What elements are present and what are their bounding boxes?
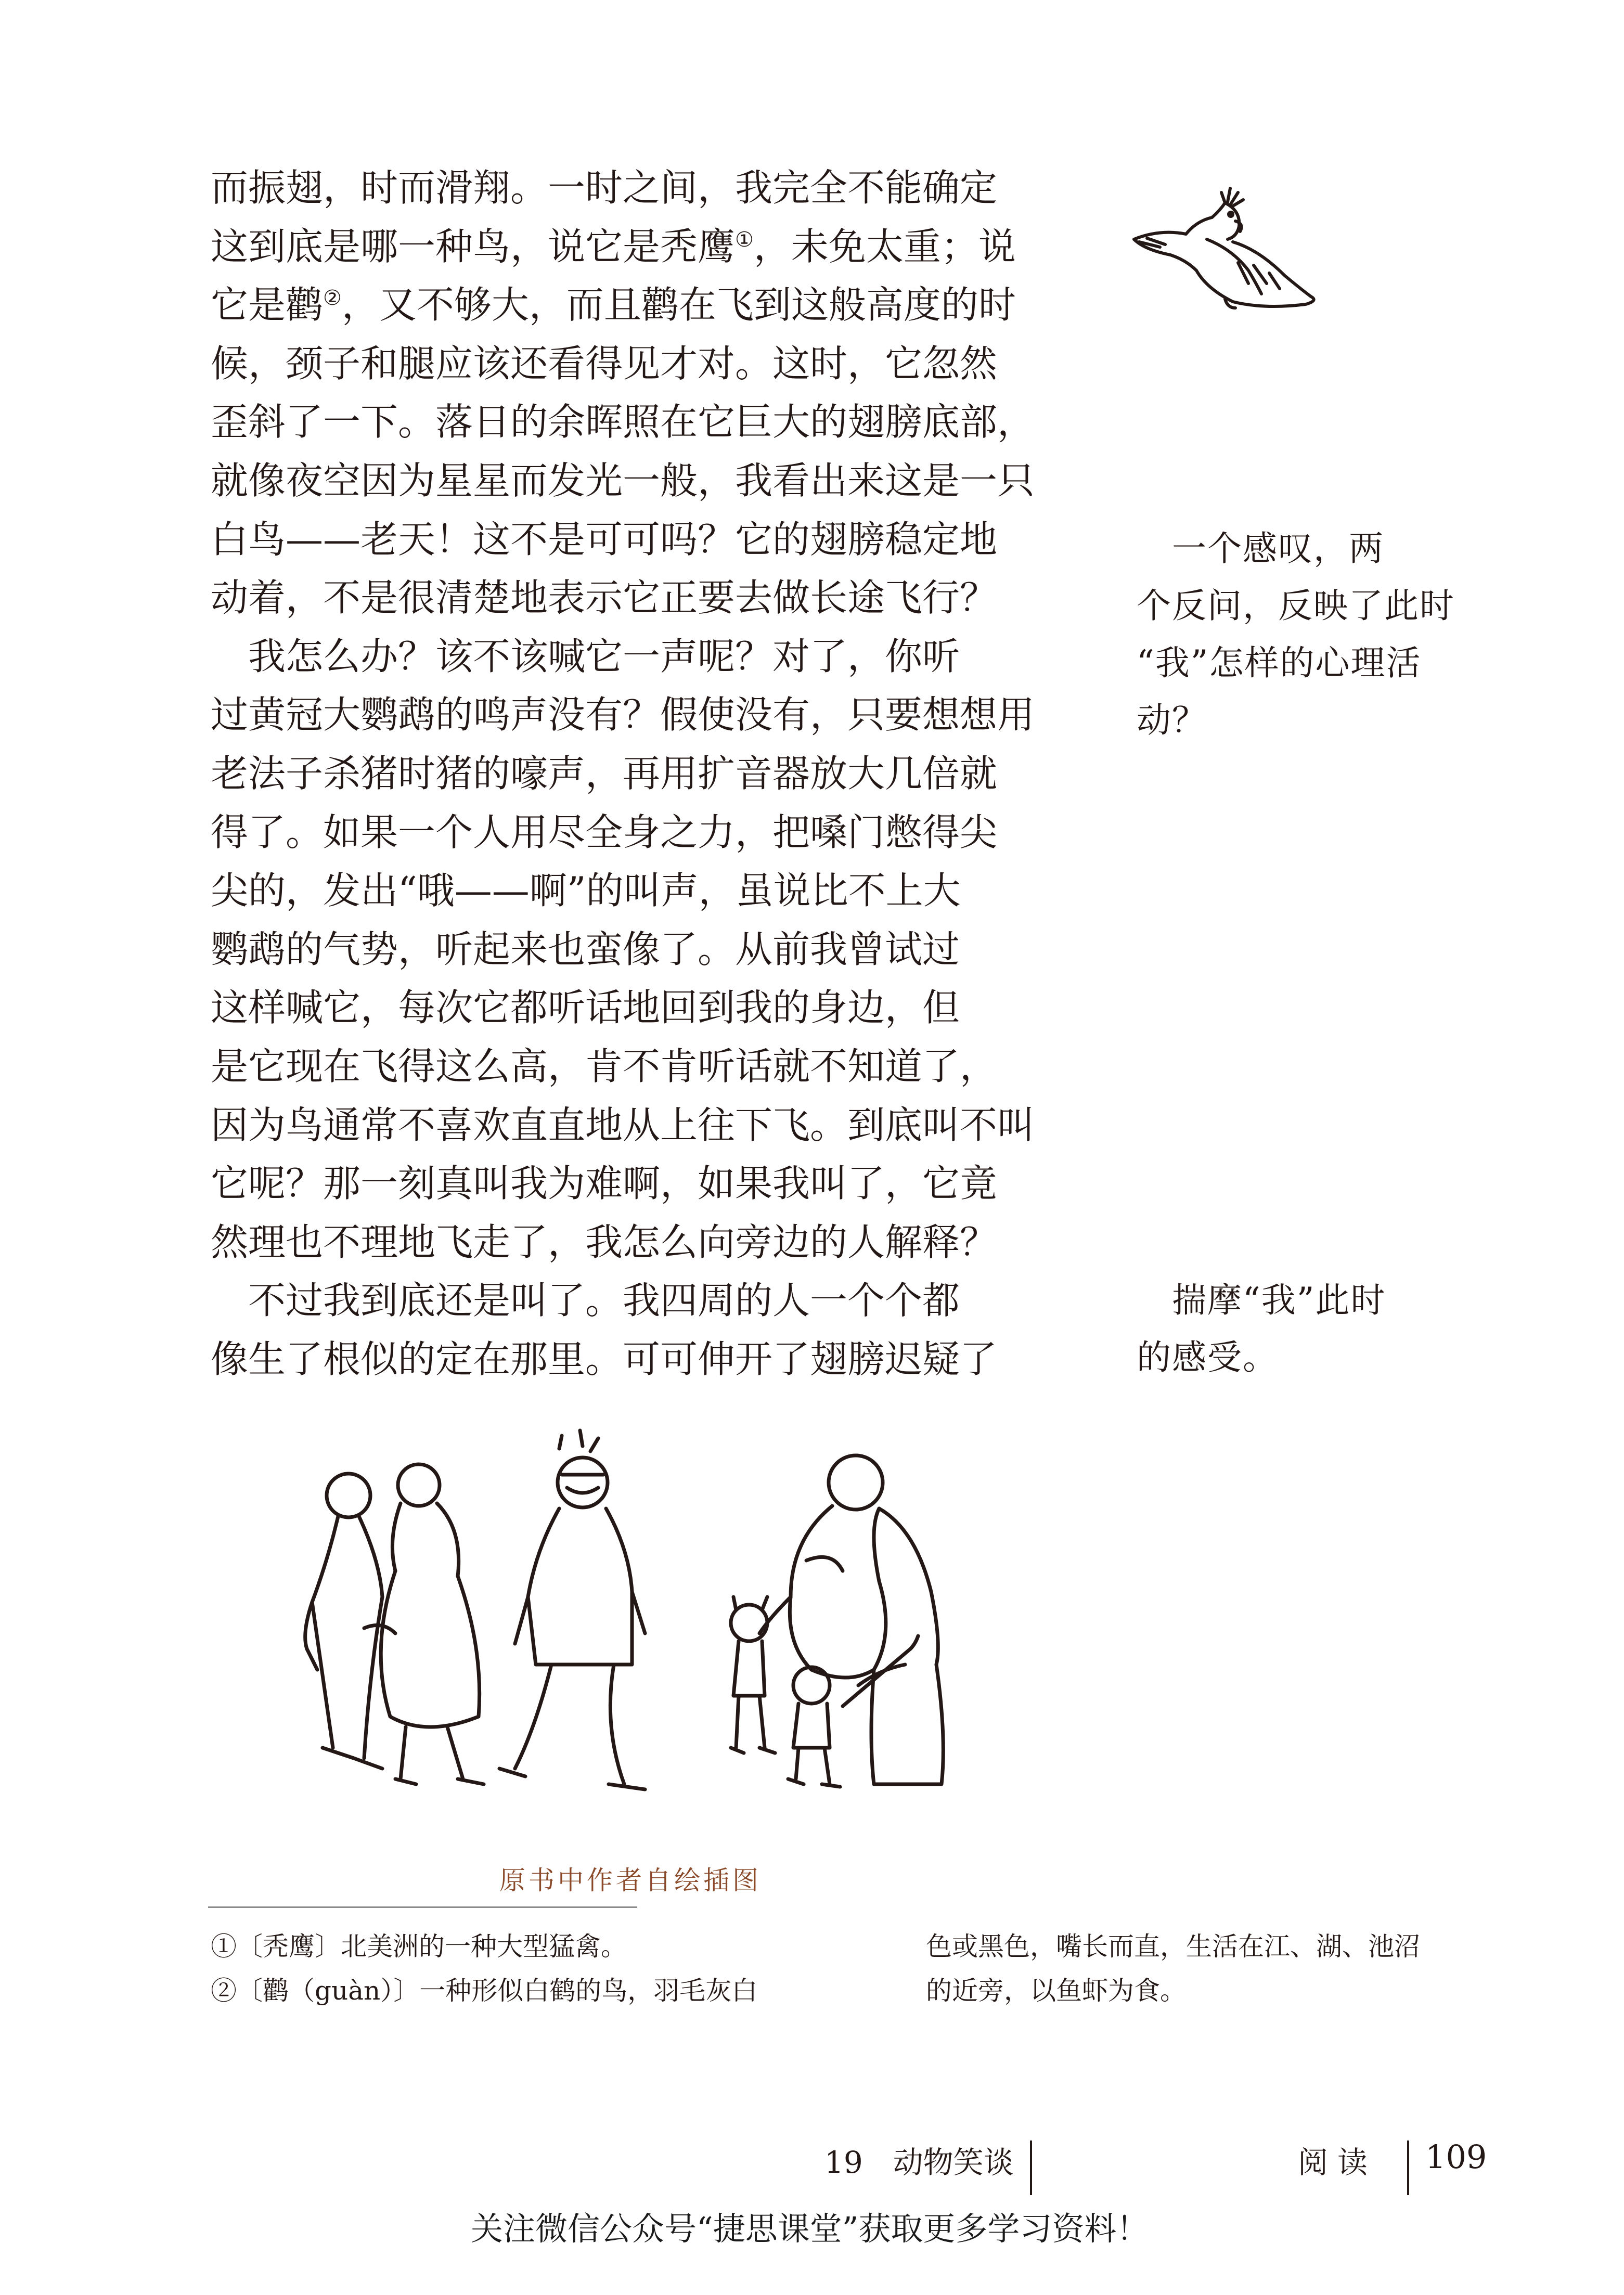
footnote-2: ②〔鹳（guàn）〕一种形似白鹤的鸟，羽毛灰白 bbox=[211, 1976, 758, 2006]
footnotes-left bbox=[211, 1925, 845, 2013]
text-line: 因为鸟通常不喜欢直直地从上往下飞。到底叫不叫 bbox=[211, 1103, 1035, 1147]
text-line: 老法子杀猪时猪的嚎声，再用扩音器放大几倍就 bbox=[211, 751, 998, 795]
note-line: 一个感叹，两 bbox=[1137, 528, 1384, 569]
text-line: 过黄冠大鹦鹉的鸣声没有？假使没有，只要想想用 bbox=[211, 693, 1035, 737]
text-line: 它呢？那一刻真叫我为难啊，如果我叫了，它竟 bbox=[211, 1162, 998, 1206]
section-label: 阅读 bbox=[1298, 2145, 1377, 2180]
text-line: 这到底是哪一种鸟，说它是秃鹰①，未免太重；说 bbox=[211, 224, 1016, 268]
text-line: 得了。如果一个人用尽全身之力，把嗓门憋得尖 bbox=[211, 810, 998, 854]
note-line: 揣摩“我”此时 bbox=[1137, 1280, 1386, 1320]
footnote-ref-2[interactable]: ② bbox=[323, 286, 342, 311]
footnote-ref-1[interactable]: ① bbox=[735, 227, 754, 252]
note-line: 个反问，反映了此时 bbox=[1137, 586, 1455, 626]
footnote-divider bbox=[208, 1906, 637, 1908]
margin-note-2 bbox=[1137, 1272, 1532, 1386]
text-line: 它是鹳②，又不够大，而且鹳在飞到这般高度的时 bbox=[211, 283, 1016, 327]
people-illustration bbox=[291, 1425, 1009, 1841]
text-line: 动着，不是很清楚地表示它正要去做长途飞行？ bbox=[211, 576, 998, 620]
text-line: 我怎么办？该不该喊它一声呢？对了，你听 bbox=[211, 634, 960, 678]
text-line: 然理也不理地飞走了，我怎么向旁边的人解释？ bbox=[211, 1220, 998, 1264]
footnotes-right bbox=[926, 1925, 1529, 2013]
footnote-2-cont: 的近旁，以鱼虾为食。 bbox=[926, 1976, 1186, 2006]
text-line: 就像夜空因为星星而发光一般，我看出来这是一只 bbox=[211, 458, 1035, 502]
text-line: 尖的，发出“哦——啊”的叫声，虽说比不上大 bbox=[211, 869, 961, 913]
footer-divider bbox=[1030, 2141, 1032, 2195]
main-text bbox=[211, 159, 1048, 1388]
margin-note-1 bbox=[1137, 520, 1532, 749]
page-number: 109 bbox=[1425, 2138, 1487, 2176]
footer-divider bbox=[1407, 2141, 1409, 2195]
text-line: 像生了根似的定在那里。可可伸开了翅膀迟疑了 bbox=[211, 1337, 998, 1381]
note-line: “我”怎样的心理活 bbox=[1137, 643, 1422, 683]
cockatoo-drawing bbox=[1129, 172, 1337, 328]
footnote-1: ①〔秃鹰〕北美洲的一种大型猛禽。 bbox=[211, 1931, 627, 1962]
footnote-2-cont: 色或黑色，嘴长而直，生活在江、湖、池沼 bbox=[926, 1931, 1420, 1962]
text-line: 这样喊它，每次它都听话地回到我的身边，但 bbox=[211, 986, 960, 1030]
illustration-caption: 原书中作者自绘插图 bbox=[499, 1865, 762, 1896]
promo-text: 关注微信公众号“捷思课堂”获取更多学习资料！ bbox=[471, 2210, 1149, 2248]
text-line: 鹦鹉的气势，听起来也蛮像了。从前我曾试过 bbox=[211, 927, 960, 971]
text-line: 而振翅，时而滑翔。一时之间，我完全不能确定 bbox=[211, 166, 998, 210]
text-line: 是它现在飞得这么高，肯不肯听话就不知道了， bbox=[211, 1044, 998, 1088]
note-line: 的感受。 bbox=[1137, 1337, 1278, 1377]
text-line: 白鸟——老天！这不是可可吗？它的翅膀稳定地 bbox=[211, 517, 998, 561]
text-line: 不过我到底还是叫了。我四周的人一个个都 bbox=[211, 1279, 960, 1323]
chapter-label: 19 动物笑谈 bbox=[824, 2145, 1014, 2180]
note-line: 动？ bbox=[1137, 700, 1207, 740]
text-line: 候，颈子和腿应该还看得见才对。这时，它忽然 bbox=[211, 341, 998, 385]
text-line: 歪斜了一下。落日的余晖照在它巨大的翅膀底部， bbox=[211, 400, 1035, 444]
